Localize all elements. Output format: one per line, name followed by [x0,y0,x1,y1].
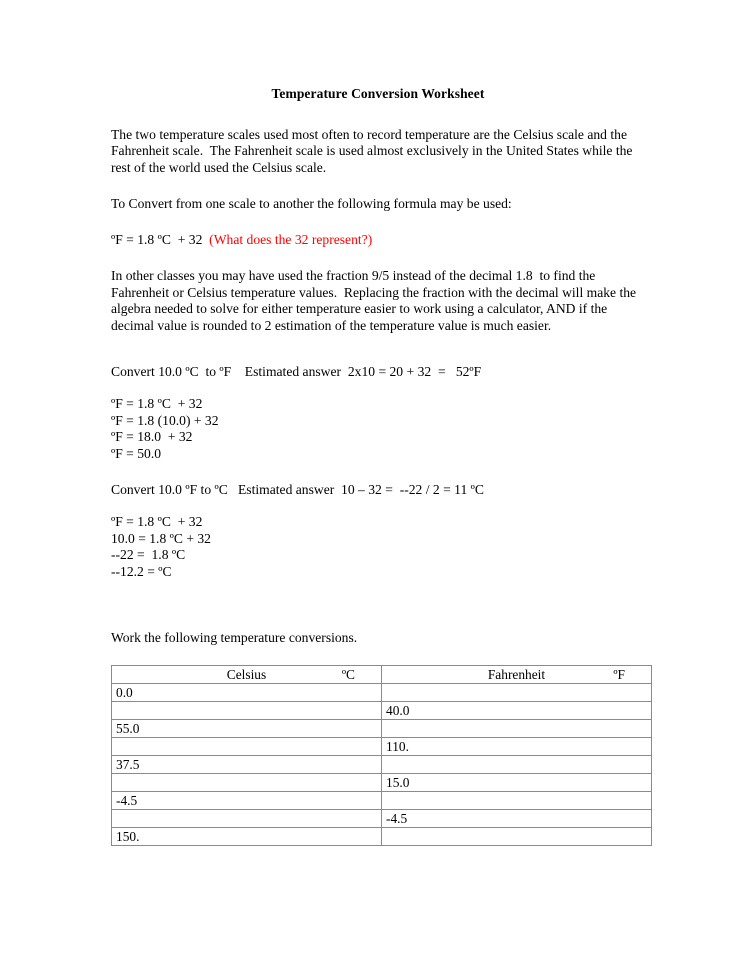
conversion-table [111,665,652,846]
cell-fahrenheit[interactable] [382,684,652,702]
example-f-to-c-step: ºF = 1.8 ºC + 32 [111,514,203,530]
table-header-fahrenheit [382,666,652,684]
example-f-to-c-step: 10.0 = 1.8 ºC + 32 [111,530,211,546]
example-c-to-f-step: ºF = 18.0 + 32 [111,429,193,445]
main-formula: ºF = 1.8 ºC + 32 [111,232,203,248]
table-row [112,738,652,756]
table-row [112,684,652,702]
table-row [112,792,652,810]
cell-fahrenheit[interactable] [382,756,652,774]
cell-fahrenheit[interactable]: 110. [382,738,652,756]
cell-fahrenheit[interactable] [382,720,652,738]
instructions-paragraph: Work the following temperature conversions. [111,629,358,645]
example-c-to-f [111,364,645,381]
cell-fahrenheit[interactable]: 40.0 [382,702,652,720]
table-row [112,756,652,774]
table-row [112,720,652,738]
main-formula-row [111,231,645,249]
table-row [112,828,652,846]
conversion-table-body [112,684,652,846]
cell-celsius[interactable]: 150. [112,828,382,846]
example-f-to-c-step: --22 = 1.8 ºC [111,547,186,563]
cell-fahrenheit[interactable] [382,828,652,846]
cell-celsius[interactable]: -4.5 [112,792,382,810]
page-title: Temperature Conversion Worksheet [271,86,485,101]
cell-fahrenheit[interactable]: 15.0 [382,774,652,792]
example-c-to-f-steps [111,396,645,462]
document-body [111,86,645,846]
cell-celsius[interactable] [112,738,382,756]
example-c-to-f-step: ºF = 1.8 (10.0) + 32 [111,412,219,428]
table-row [112,702,652,720]
table-row [112,810,652,828]
table-header-celsius-unit: ºC [341,666,355,682]
example-f-to-c [111,482,645,499]
table-header-fahrenheit-unit: ºF [613,666,625,682]
cell-celsius[interactable] [112,774,382,792]
cell-celsius[interactable] [112,810,382,828]
example-c-to-f-prompt: Convert 10.0 ºC to ºF Estimated answer 2x10 = 20 + 32 = 52ºF [111,363,482,379]
example-c-to-f-step: ºF = 1.8 ºC + 32 [111,396,203,412]
cell-celsius[interactable]: 0.0 [112,684,382,702]
example-f-to-c-step: --12.2 = ºC [111,563,172,579]
example-f-to-c-prompt: Convert 10.0 ºF to ºC Estimated answer 10 – 32 = --22 / 2 = 11 ºC [111,481,484,497]
table-row [112,774,652,792]
cell-fahrenheit[interactable]: -4.5 [382,810,652,828]
cell-celsius[interactable] [112,702,382,720]
table-header-row [112,666,652,684]
cell-fahrenheit[interactable] [382,792,652,810]
example-f-to-c-steps [111,514,645,580]
cell-celsius[interactable]: 37.5 [112,756,382,774]
table-header-fahrenheit-label: Fahrenheit [487,666,546,682]
cell-celsius[interactable]: 55.0 [112,720,382,738]
table-header-celsius [112,666,382,684]
formula-question-annotation: (What does the 32 represent?) [209,232,373,248]
example-c-to-f-step: ºF = 50.0 [111,446,162,461]
convert-intro-paragraph: To Convert from one scale to another the following formula may be used: [111,195,512,211]
intro-paragraph: The two temperature scales used most often to record temperature are the Celsius scale and the Fahrenheit scale. The Fahrenheit scale is used almost exclusively in the United States while the rest of the world used the Celsius scale. [111,126,636,176]
table-header-celsius-label: Celsius [226,666,267,682]
fraction-paragraph: In other classes you may have used the fraction 9/5 instead of the decimal 1.8 to find the Fahrenheit or Celsius temperature values. Replacing the fraction with the decimal will make the algebra needed to solve for either temperature easier to work using a calculator, AND if the decimal value is rounded to 2 estimation of the temperature value is much easier. [111,268,640,334]
